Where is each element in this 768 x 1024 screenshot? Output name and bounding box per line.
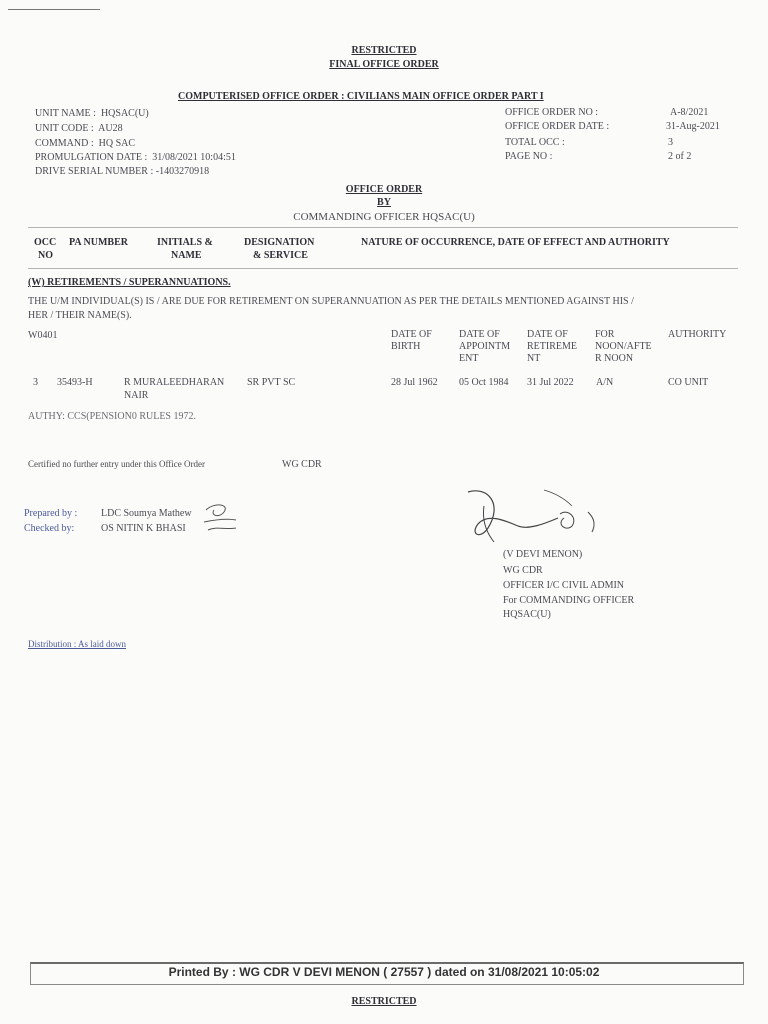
order-date-value: 31-Aug-2021 xyxy=(666,121,720,132)
col-occ-no: NO xyxy=(38,250,53,261)
certified-text: Certified no further entry under this Office Order xyxy=(28,459,206,469)
unit-name-row xyxy=(35,108,149,119)
hdr-date-of-birth xyxy=(391,329,432,353)
signature xyxy=(448,484,608,550)
signatory-post: OFFICER I/C CIVIL ADMIN xyxy=(503,580,625,591)
hdr-date-of-retirement xyxy=(527,329,577,365)
record-designation: SR PVT SC xyxy=(247,377,296,388)
promulgation-value: 31/08/2021 10:04:51 xyxy=(152,152,236,163)
signatory-rank: WG CDR xyxy=(503,565,543,576)
command-row xyxy=(35,138,135,149)
order-no-label: OFFICE ORDER NO : xyxy=(505,107,599,118)
computerised-order-title: COMPUTERISED OFFICE ORDER : CIVILIANS MAIN OFFICE ORDER PART I xyxy=(178,91,544,102)
hdr-doa-line1: DATE OF xyxy=(459,329,500,340)
col-service: & SERVICE xyxy=(253,250,308,261)
unit-name-label: UNIT NAME : xyxy=(35,108,96,119)
drive-serial-label: DRIVE SERIAL NUMBER : xyxy=(35,166,154,177)
hdr-dor-line2: RETIREME xyxy=(527,341,577,352)
command-value: HQ SAC xyxy=(98,138,136,149)
columns-separator xyxy=(28,268,738,269)
hdr-date-of-appointment xyxy=(459,329,510,365)
section-title: (W) RETIREMENTS / SUPERANNUATIONS. xyxy=(28,277,231,288)
record-noon: A/N xyxy=(596,377,614,388)
section-text-line2: HER / THEIR NAME(S). xyxy=(28,310,132,321)
record-doa: 05 Oct 1984 xyxy=(459,377,509,388)
hdr-doa-line3: ENT xyxy=(459,353,479,364)
office-order-heading: OFFICE ORDER xyxy=(345,184,423,195)
unit-name-value: HQSAC(U) xyxy=(100,108,149,119)
hdr-authority: AUTHORITY xyxy=(668,329,727,340)
hdr-dor-line1: DATE OF xyxy=(527,329,568,340)
signatory-for: For COMMANDING OFFICER xyxy=(503,595,635,606)
hdr-dob-line2: BIRTH xyxy=(391,341,421,352)
header-separator xyxy=(28,227,738,228)
checked-by: OS NITIN K BHASI xyxy=(101,523,186,534)
col-pa-number: PA NUMBER xyxy=(69,237,128,248)
record-occ: 3 xyxy=(33,377,38,388)
record-authority: CO UNIT xyxy=(668,377,709,388)
top-rule xyxy=(8,9,100,10)
record-name-line2: NAIR xyxy=(124,390,149,401)
drive-serial-row xyxy=(35,166,209,177)
order-date-label: OFFICE ORDER DATE : xyxy=(505,121,610,132)
hdr-noon-line2: NOON/AFTE xyxy=(595,341,652,352)
col-initials: INITIALS & xyxy=(157,237,213,248)
hdr-noon-line3: R NOON xyxy=(595,353,634,364)
unit-code-label: UNIT CODE : xyxy=(35,123,94,134)
distribution: Distribution : As laid down xyxy=(28,639,127,649)
footer-restricted: RESTRICTED xyxy=(351,996,417,1007)
hdr-doa-line2: APPOINTM xyxy=(459,341,511,352)
page-no-value: 2 of 2 xyxy=(668,151,692,162)
section-text-line1: THE U/M INDIVIDUAL(S) IS / ARE DUE FOR RETIREMENT ON SUPERANNUATION AS PER THE DETAILS MENTIONED AGAINST HIS / xyxy=(28,296,634,307)
col-occ: OCC xyxy=(34,237,57,248)
restricted-header: RESTRICTED xyxy=(351,45,417,56)
prepared-by: LDC Soumya Mathew xyxy=(101,508,192,519)
promulgation-row xyxy=(35,152,236,163)
record-pa-number: 35493-H xyxy=(57,377,93,388)
final-office-order-title: FINAL OFFICE ORDER xyxy=(329,59,439,70)
promulgation-label: PROMULGATION DATE : xyxy=(35,152,148,163)
by-heading: BY xyxy=(377,197,391,208)
prepared-initials xyxy=(200,500,240,536)
printed-by-text: Printed By : WG CDR V DEVI MENON ( 27557 ) dated on 31/08/2021 10:05:02 xyxy=(168,965,600,979)
col-designation: DESIGNATION xyxy=(244,237,315,248)
col-name: NAME xyxy=(171,250,202,261)
order-no-value: A-8/2021 xyxy=(670,107,709,118)
unit-code-row xyxy=(35,123,123,134)
drive-serial-value: -1403270918 xyxy=(155,166,210,177)
command-label: COMMAND : xyxy=(35,138,94,149)
page-no-label: PAGE NO : xyxy=(505,151,553,162)
unit-code-value: AU28 xyxy=(98,123,123,134)
hdr-noon-line1: FOR xyxy=(595,329,615,340)
certified-rank: WG CDR xyxy=(282,459,322,470)
record-dob: 28 Jul 1962 xyxy=(391,377,438,388)
hdr-dob-line1: DATE OF xyxy=(391,329,432,340)
checked-label: Checked by: xyxy=(24,523,75,534)
hdr-dor-line3: NT xyxy=(527,353,541,364)
signatory-unit: HQSAC(U) xyxy=(503,609,551,620)
hdr-for-noon xyxy=(595,329,652,365)
commanding-officer-heading: COMMANDING OFFICER HQSAC(U) xyxy=(293,211,475,223)
prepared-label: Prepared by : xyxy=(24,508,78,519)
section-code: W0401 xyxy=(28,330,58,341)
signatory-name: (V DEVI MENON) xyxy=(503,549,583,560)
total-occ-value: 3 xyxy=(668,137,673,148)
col-nature: NATURE OF OCCURRENCE, DATE OF EFFECT AND AUTHORITY xyxy=(361,237,670,248)
record-dor: 31 Jul 2022 xyxy=(527,377,574,388)
record-name-line1: R MURALEEDHARAN xyxy=(124,377,225,388)
total-occ-label: TOTAL OCC : xyxy=(505,137,565,148)
authy-note: AUTHY: CCS(PENSION0 RULES 1972. xyxy=(28,411,196,422)
